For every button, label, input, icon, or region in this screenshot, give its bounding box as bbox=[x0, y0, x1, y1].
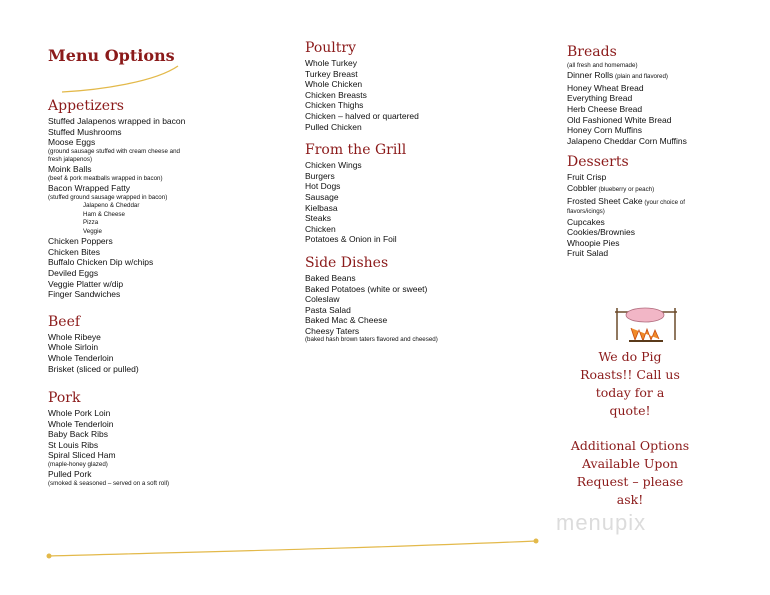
desserts-item: Frosted Sheet Cake (your choice of bbox=[567, 195, 685, 206]
appetizers-option: Ham & Cheese bbox=[83, 210, 125, 218]
appetizers-note: (stuffed ground sausage wrapped in bacon) bbox=[48, 193, 168, 201]
breads-item: Everything Bread bbox=[567, 93, 633, 104]
pig-roast-promo: We do Pig Roasts!! Call us today for a quote! bbox=[580, 349, 680, 418]
column-left bbox=[48, 98, 278, 488]
breads-note: (all fresh and homemade) bbox=[567, 62, 638, 69]
breads-item: Dinner Rolls (plain and flavored) bbox=[567, 70, 668, 81]
pork-heading: Pork bbox=[48, 390, 81, 407]
beef-item: Brisket (sliced or pulled) bbox=[48, 363, 139, 374]
breads-item-note: (plain and flavored) bbox=[613, 73, 668, 81]
sides-item: Pasta Salad bbox=[305, 304, 351, 315]
desserts-list bbox=[567, 172, 757, 258]
pork-note: (smoked & seasoned – served on a soft roll) bbox=[48, 479, 170, 487]
grill-item: Burgers bbox=[305, 170, 335, 181]
poultry-item: Whole Chicken bbox=[305, 79, 363, 90]
poultry-list bbox=[305, 58, 535, 132]
grill-item: Sausage bbox=[305, 191, 339, 202]
pork-item: Whole Tenderloin bbox=[48, 418, 114, 429]
breads-item: Honey Wheat Bread bbox=[567, 82, 644, 93]
poultry-heading: Poultry bbox=[305, 40, 357, 56]
appetizers-item: Chicken Bites bbox=[48, 246, 100, 257]
pig-roast-illustration bbox=[605, 300, 685, 346]
pork-item: Whole Pork Loin bbox=[48, 408, 111, 419]
pork-list bbox=[48, 408, 278, 488]
appetizers-option: Pizza bbox=[83, 219, 99, 227]
grill-heading: From the Grill bbox=[305, 142, 407, 159]
grill-item: Kielbasa bbox=[305, 202, 338, 213]
grill-item: Steaks bbox=[305, 213, 331, 224]
breads-item: Herb Cheese Bread bbox=[567, 104, 643, 115]
poultry-item: Chicken – halved or quartered bbox=[305, 110, 419, 121]
appetizers-item: Finger Sandwiches bbox=[48, 289, 121, 300]
appetizers-item: Moose Eggs bbox=[48, 137, 96, 148]
poultry-item: Pulled Chicken bbox=[305, 121, 362, 132]
desserts-item: Cupcakes bbox=[567, 216, 605, 227]
appetizers-note: (beef & pork meatballs wrapped in bacon) bbox=[48, 174, 163, 182]
appetizers-note: fresh jalapenos) bbox=[48, 156, 93, 164]
column-middle bbox=[305, 40, 535, 345]
watermark: menupix bbox=[556, 510, 647, 535]
grill-list bbox=[305, 160, 535, 245]
appetizers-item: Veggie Platter w/dip bbox=[48, 278, 124, 289]
breads-heading: Breads bbox=[567, 44, 617, 60]
appetizers-option: Jalapeno & Cheddar bbox=[83, 202, 140, 210]
appetizers-list bbox=[48, 116, 278, 300]
appetizers-heading: Appetizers bbox=[48, 98, 124, 114]
grill-item: Hot Dogs bbox=[305, 181, 341, 192]
pork-note: (maple-honey glazed) bbox=[48, 461, 108, 469]
sides-item: Baked Mac & Cheese bbox=[305, 315, 388, 326]
sides-heading: Side Dishes bbox=[305, 254, 389, 271]
column-right bbox=[567, 44, 757, 259]
desserts-item: Cookies/Brownies bbox=[567, 227, 636, 238]
appetizers-item: Bacon Wrapped Fatty bbox=[48, 183, 131, 194]
appetizers-item: Moink Balls bbox=[48, 164, 92, 175]
sides-item: Baked Beans bbox=[305, 272, 356, 283]
desserts-item-note: (blueberry or peach) bbox=[596, 186, 655, 194]
appetizers-option: Veggie bbox=[83, 227, 102, 235]
pork-item: Pulled Pork bbox=[48, 469, 92, 480]
appetizers-note: (ground sausage stuffed with cream cheese and bbox=[48, 147, 180, 155]
appetizers-item: Deviled Eggs bbox=[48, 267, 99, 278]
breads-item: Honey Corn Muffins bbox=[567, 125, 642, 136]
beef-heading: Beef bbox=[48, 313, 81, 330]
desserts-item: Cobbler (blueberry or peach) bbox=[567, 183, 655, 194]
breads-item: Jalapeno Cheddar Corn Muffins bbox=[567, 135, 687, 146]
desserts-item: Fruit Crisp bbox=[567, 172, 607, 183]
appetizers-item: Stuffed Mushrooms bbox=[48, 126, 122, 137]
beef-item: Whole Sirloin bbox=[48, 342, 99, 353]
sides-item: Coleslaw bbox=[305, 294, 340, 305]
appetizers-item: Chicken Poppers bbox=[48, 236, 113, 247]
appetizers-item: Buffalo Chicken Dip w/chips bbox=[48, 257, 154, 268]
pork-item: St Louis Ribs bbox=[48, 439, 99, 450]
desserts-item: Fruit Salad bbox=[567, 248, 609, 259]
beef-item: Whole Tenderloin bbox=[48, 352, 114, 363]
additional-options-promo: Additional Options Available Upon Request – please ask! bbox=[570, 438, 690, 507]
desserts-item-note: (your choice of bbox=[642, 198, 685, 206]
bottom-rule bbox=[46, 536, 542, 560]
grill-item: Potatoes & Onion in Foil bbox=[305, 234, 397, 245]
sides-item: Cheesy Taters bbox=[305, 325, 360, 336]
beef-list bbox=[48, 332, 278, 374]
desserts-item: Whoopie Pies bbox=[567, 237, 620, 248]
appetizers-item: Stuffed Jalapenos wrapped in bacon bbox=[48, 116, 186, 126]
title-swash bbox=[60, 64, 180, 96]
page-title: Menu Options bbox=[48, 46, 175, 65]
sides-list bbox=[305, 273, 535, 345]
pork-item: Baby Back Ribs bbox=[48, 429, 108, 440]
beef-item: Whole Ribeye bbox=[48, 331, 101, 342]
breads-item: Old Fashioned White Bread bbox=[567, 114, 672, 125]
poultry-item: Turkey Breast bbox=[305, 68, 358, 79]
sides-item: Baked Potatoes (white or sweet) bbox=[305, 283, 428, 294]
breads-list bbox=[567, 62, 757, 146]
poultry-item: Whole Turkey bbox=[305, 58, 357, 68]
pork-item: Spiral Sliced Ham bbox=[48, 450, 116, 461]
desserts-note: flavors/icings) bbox=[567, 208, 605, 216]
poultry-item: Chicken Thighs bbox=[305, 100, 364, 111]
grill-item: Chicken Wings bbox=[305, 160, 362, 171]
poultry-item: Chicken Breasts bbox=[305, 89, 367, 100]
grill-item: Chicken bbox=[305, 223, 336, 234]
desserts-heading: Desserts bbox=[567, 154, 629, 171]
sides-note: (baked hash brown taters flavored and cheesed) bbox=[305, 336, 438, 344]
